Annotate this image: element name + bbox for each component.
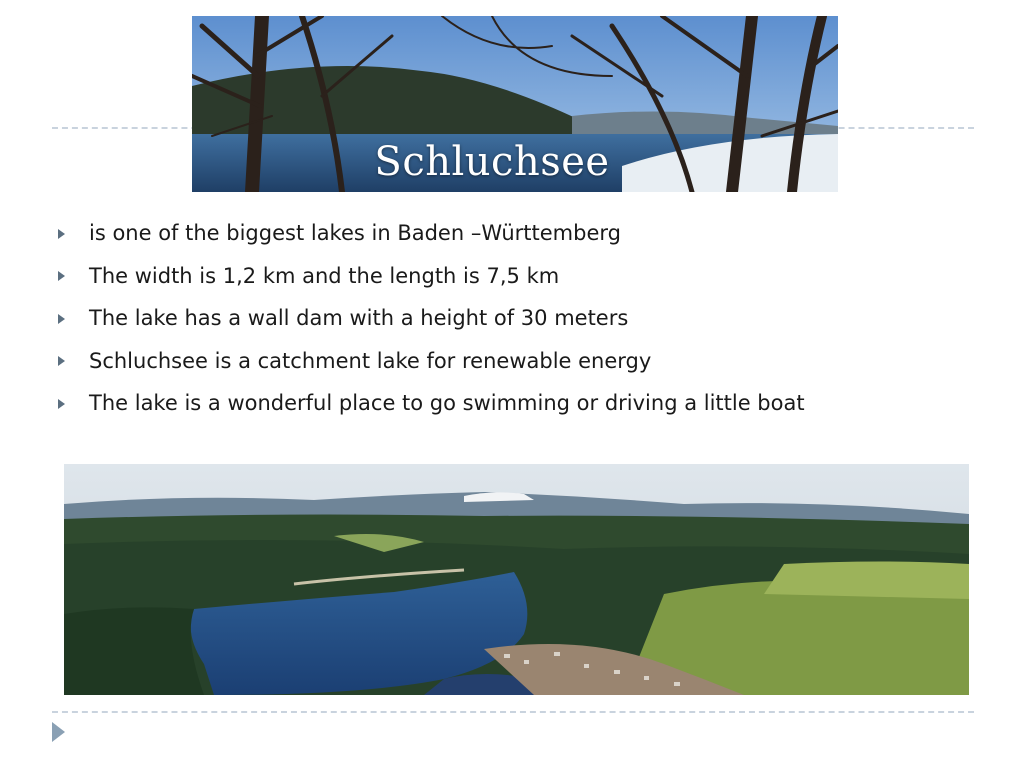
aerial-photo-lake-panorama xyxy=(64,464,969,695)
slide-title: Schluchsee xyxy=(374,139,610,185)
triangle-right-icon xyxy=(58,229,65,239)
list-item xyxy=(58,212,988,255)
bullet-text: The width is 1,2 km and the length is 7,5 km xyxy=(89,263,560,288)
bottom-dashed-rule xyxy=(52,711,974,713)
list-item xyxy=(58,340,988,383)
bullet-text: The lake has a wall dam with a height of 30 meters xyxy=(89,306,629,331)
triangle-right-icon xyxy=(58,271,65,281)
list-item xyxy=(58,382,988,425)
bullet-text: is one of the biggest lakes in Baden –Württemberg xyxy=(89,221,621,246)
bullet-text: The lake is a wonderful place to go swimming or driving a little boat xyxy=(89,391,805,416)
list-item xyxy=(58,255,988,298)
bullet-text: Schluchsee is a catchment lake for renewable energy xyxy=(89,348,652,373)
triangle-right-icon xyxy=(58,399,65,409)
triangle-right-icon[interactable] xyxy=(52,722,65,742)
triangle-right-icon xyxy=(58,356,65,366)
list-item xyxy=(58,297,988,340)
triangle-right-icon xyxy=(58,314,65,324)
bullet-list xyxy=(58,212,988,425)
